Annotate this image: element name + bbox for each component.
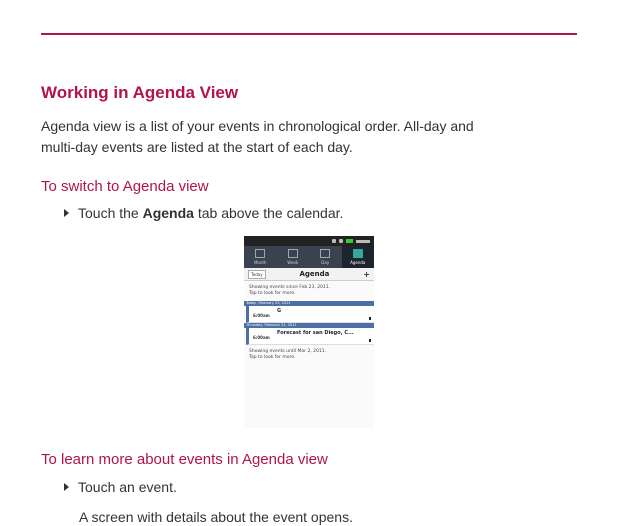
signal-icon [332, 239, 336, 243]
showing-since-line-1: Showing events since Feb 23, 2011. [249, 285, 331, 290]
battery-icon [346, 239, 353, 243]
switch-step [64, 205, 343, 221]
tab-agenda-label: Agenda [350, 260, 366, 265]
bullet-arrow-icon [64, 209, 69, 217]
showing-since-line-2: Tap to look for more. [249, 291, 296, 296]
tab-week-label: Week [287, 260, 299, 265]
learn-result: A screen with details about the event opens. [79, 509, 353, 525]
showing-until[interactable] [244, 345, 374, 365]
tab-agenda[interactable] [342, 246, 375, 268]
tab-week[interactable] [277, 246, 310, 268]
intro-paragraph [41, 116, 561, 158]
tab-month[interactable] [244, 246, 277, 268]
bullet-arrow-icon [64, 483, 69, 491]
add-event-button[interactable]: + [363, 269, 370, 279]
switch-step-pre: Touch the [78, 205, 143, 221]
learn-heading: To learn more about events in Agenda view [41, 451, 328, 468]
day-header-1: Today, February 23, 2011 [244, 301, 374, 306]
wifi-icon [339, 239, 343, 243]
agenda-screenshot [244, 236, 374, 428]
showing-since[interactable] [244, 281, 374, 301]
tab-day-label: Day [321, 260, 330, 265]
event-row-2[interactable] [246, 328, 374, 345]
learn-step-text: Touch an event. [78, 479, 177, 495]
event-2-title: Forecast for san Diego, C... [277, 330, 354, 336]
agenda-title: Agenda [299, 270, 330, 278]
calendar-tab-bar [244, 246, 374, 268]
clock-icon [356, 240, 370, 243]
week-icon [288, 249, 298, 258]
day-header-2: Thursday, February 24, 2011 [244, 323, 374, 328]
showing-until-line-2: Tap to look for more. [249, 355, 296, 360]
event-marker [369, 339, 371, 342]
learn-step [64, 479, 177, 495]
intro-line-1: Agenda view is a list of your events in chronological order. All-day and [41, 118, 474, 134]
section-title: Working in Agenda View [41, 83, 239, 102]
today-button[interactable]: Today [248, 270, 266, 279]
event-row-1[interactable] [246, 306, 374, 323]
agenda-header [244, 268, 374, 281]
switch-step-bold: Agenda [142, 205, 194, 221]
day-icon [320, 249, 330, 258]
month-icon [255, 249, 265, 258]
status-bar [244, 236, 374, 246]
top-rule [41, 33, 577, 35]
agenda-icon [353, 249, 363, 258]
switch-heading: To switch to Agenda view [41, 178, 209, 195]
event-1-time: 6:00am [253, 313, 270, 318]
intro-line-2: multi-day events are listed at the start of each day. [41, 139, 353, 155]
switch-step-post: tab above the calendar. [193, 205, 344, 221]
tab-day[interactable] [309, 246, 342, 268]
event-2-time: 6:00am [253, 335, 270, 340]
event-marker [369, 317, 371, 320]
event-1-title: G [277, 308, 282, 314]
showing-until-line-1: Showing events until Mar 2, 2011. [249, 349, 327, 354]
tab-month-label: Month [253, 260, 267, 265]
